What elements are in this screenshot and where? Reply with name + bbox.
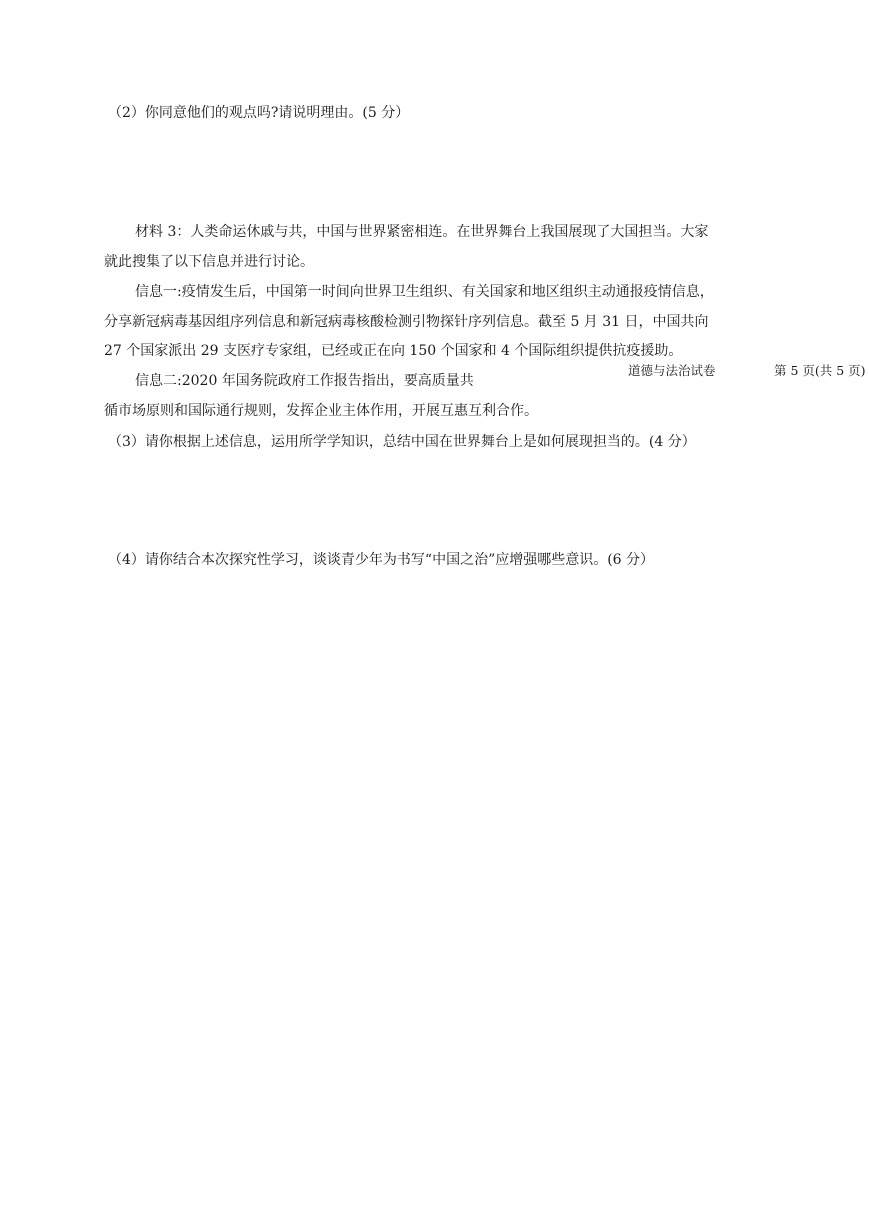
footer-page-number: 第 5 页(共 5 页) [774, 363, 866, 378]
question-2: （2）你同意他们的观点吗?请说明理由。(5 分） [108, 105, 410, 121]
info-2-line-1: 信息二:2020 年国务院政府工作报告指出，要高质量共 [135, 373, 474, 389]
info-1-line-3: 27 个国家派出 29 支医疗专家组，已经或正在向 150 个国家和 4 个国际组织提供抗疫援助。 [104, 343, 683, 359]
material-3-line-1: 材料 3：人类命运休戚与共，中国与世界紧密相连。在世界舞台上我国展现了大国担当。大家 [135, 224, 709, 240]
info-1-line-2: 分享新冠病毒基因组序列信息和新冠病毒核酸检测引物探针序列信息。截至 5 月 31 日，中国共向 [104, 314, 709, 330]
info-1-line-1: 信息一:疫情发生后，中国第一时间向世界卫生组织、有关国家和地区组织主动通报疫情信息， [135, 284, 714, 300]
footer-subject: 道德与法治试卷 [628, 363, 716, 378]
material-3-line-2: 就此搜集了以下信息并进行讨论。 [104, 254, 314, 270]
info-2-line-2: 循市场原则和国际通行规则，发挥企业主体作用，开展互惠互利合作。 [104, 403, 538, 419]
question-4: （4）请你结合本次探究性学习，谈谈青少年为书写“中国之治”应增强哪些意识。(6 分） [108, 552, 655, 568]
question-3: （3）请你根据上述信息，运用所学学知识，总结中国在世界舞台上是如何展现担当的。(4 分） [108, 434, 696, 450]
